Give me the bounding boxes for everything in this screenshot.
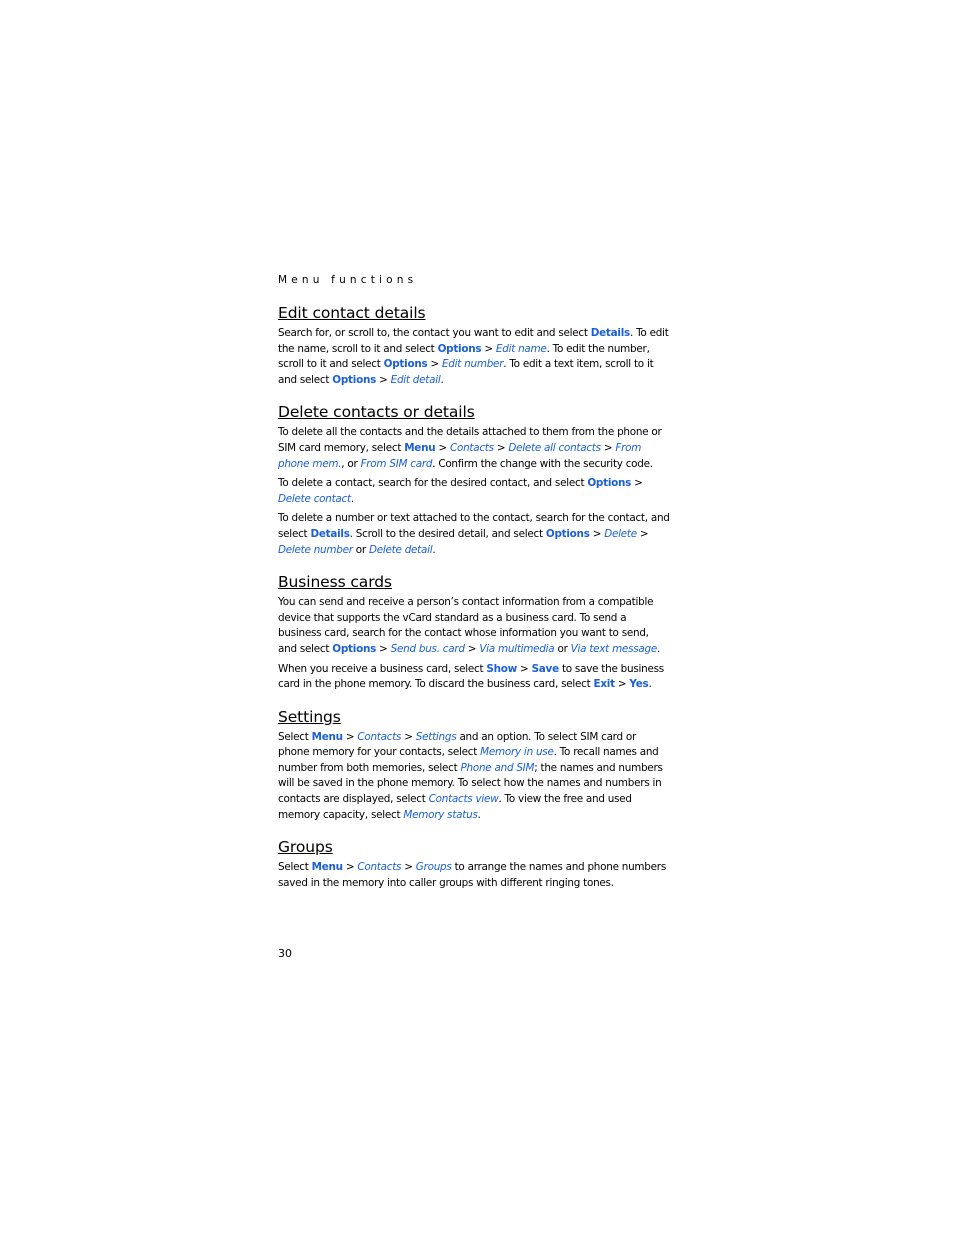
running-header: Menu functions [278,274,418,286]
menu-option-label: Via multimedia [479,642,555,655]
body-text: > [481,342,496,355]
section-title: Delete contacts or details [278,403,475,422]
softkey-label: Menu [404,441,436,454]
body-text: ; the names and numbers will be saved in the phone memory. To select how the names and numbers in contacts are displayed, select [278,761,663,806]
body-text: > [493,441,509,454]
body-text: Select [278,861,312,874]
menu-option-label: Send bus. card [390,642,465,655]
body-text: . [657,642,661,655]
body-text: > [517,662,532,675]
section [278,572,670,693]
body-text: . [350,492,354,505]
softkey-label: Menu [311,730,343,743]
paragraph [278,326,670,388]
menu-option-label: Edit number [441,358,504,371]
paragraph [278,860,670,891]
menu-option-label: Delete all contacts [508,441,601,454]
body-text: or [554,642,571,655]
menu-option-label: Memory in use [480,746,554,759]
body-text: > [589,527,605,540]
section [278,402,670,558]
body-text: . To edit the number, scroll to it and select [278,342,650,371]
body-text: > [464,642,480,655]
body-text: Search for, or scroll to, the contact you want to edit and select [278,327,591,339]
body-text: To delete a number or text attached to the contact, search for the contact, and select [278,512,670,540]
body-text: . [648,678,652,691]
body-text: > [631,477,643,490]
body-text: . [477,808,481,821]
softkey-label: Menu [311,861,343,874]
menu-option-label: Edit detail [390,373,441,386]
section-title: Settings [278,707,341,726]
body-text: . [440,373,444,386]
softkey-label: Options [332,642,377,655]
body-text: You can send and receive a person’s contact information from a compatible device that supports the vCard standard as a business card. To send a business card, search for the contact whose information you want to send, and select [278,596,654,655]
menu-option-label: Groups [415,861,452,874]
body-text: to arrange the names and phone numbers saved in the memory into caller groups with different ringing tones. [278,861,666,889]
menu-option-label: Delete contact [278,492,351,505]
menu-option-label: Contacts view [428,793,499,806]
body-text: > [342,861,358,874]
body-text: . Confirm the change with the security code. [432,457,653,470]
section-title: Edit contact details [278,304,426,322]
softkey-label: Yes [629,678,649,691]
menu-option-label: Delete detail [369,543,433,556]
body-text: When you receive a business card, select [278,662,487,675]
body-text: and an option. To select SIM card or phone memory for your contacts, select [278,730,637,759]
section-title: Groups [278,838,333,857]
body-text: . Scroll to the desired detail, and select [349,527,546,540]
body-text: > [376,642,391,655]
body-text: > [342,730,358,743]
menu-option-label: Contacts [449,441,494,454]
paragraph [278,425,670,472]
body-text: . To edit a text item, scroll to it and select [278,358,654,386]
softkey-label: Options [332,373,377,386]
page-content [278,272,670,905]
menu-option-label: Delete [604,527,637,540]
body-text: > [376,373,391,386]
body-text: > [435,441,450,454]
menu-option-label: From phone mem. [278,441,642,470]
menu-option-label: Contacts [357,730,402,743]
paragraph [278,662,670,693]
softkey-label: Options [437,342,482,355]
softkey-label: Show [486,662,517,675]
menu-option-label: Phone and SIM [460,761,535,774]
body-text: . To view the free and used memory capacity, select [278,793,632,821]
menu-option-label: Settings [415,730,457,743]
softkey-label: Exit [593,678,615,691]
softkey-label: Details [310,527,350,540]
body-text: To delete all the contacts and the details attached to them from the phone or SIM card memory, select [278,426,662,454]
softkey-label: Details [590,327,630,339]
menu-option-label: Delete number [278,543,353,556]
body-text: or [352,543,369,556]
paragraph [278,511,670,558]
softkey-label: Save [531,662,559,675]
menu-option-label: Memory status [403,808,478,821]
menu-option-label: Contacts [357,861,402,874]
menu-option-label: Via text message [570,642,658,655]
section [278,707,670,824]
body-text: > [636,527,649,540]
body-text: . [432,543,436,556]
body-text: Select [278,730,312,743]
body-text: > [600,441,616,454]
paragraph [278,476,670,507]
menu-option-label: Edit name [495,342,547,355]
body-text: . To recall names and number from both memories, select [278,746,659,774]
body-text: To delete a contact, search for the desired contact, and select [278,477,588,490]
body-text: > [401,730,416,743]
body-text: > [401,861,416,874]
paragraph [278,730,670,824]
softkey-label: Options [587,477,632,490]
body-text: > [427,358,442,371]
body-text: , or [341,457,361,470]
body-text: to save the business card in the phone memory. To discard the business card, select [278,662,664,691]
section [278,837,670,891]
softkey-label: Options [545,527,590,540]
section [278,303,670,388]
page-number: 30 [278,947,292,960]
body-text: . To edit the name, scroll to it and select [278,327,669,355]
body-text: > [614,678,630,691]
softkey-label: Options [383,358,428,371]
menu-option-label: From SIM card [360,457,433,470]
paragraph [278,595,670,657]
sections [278,303,670,891]
section-title: Business cards [278,573,392,592]
